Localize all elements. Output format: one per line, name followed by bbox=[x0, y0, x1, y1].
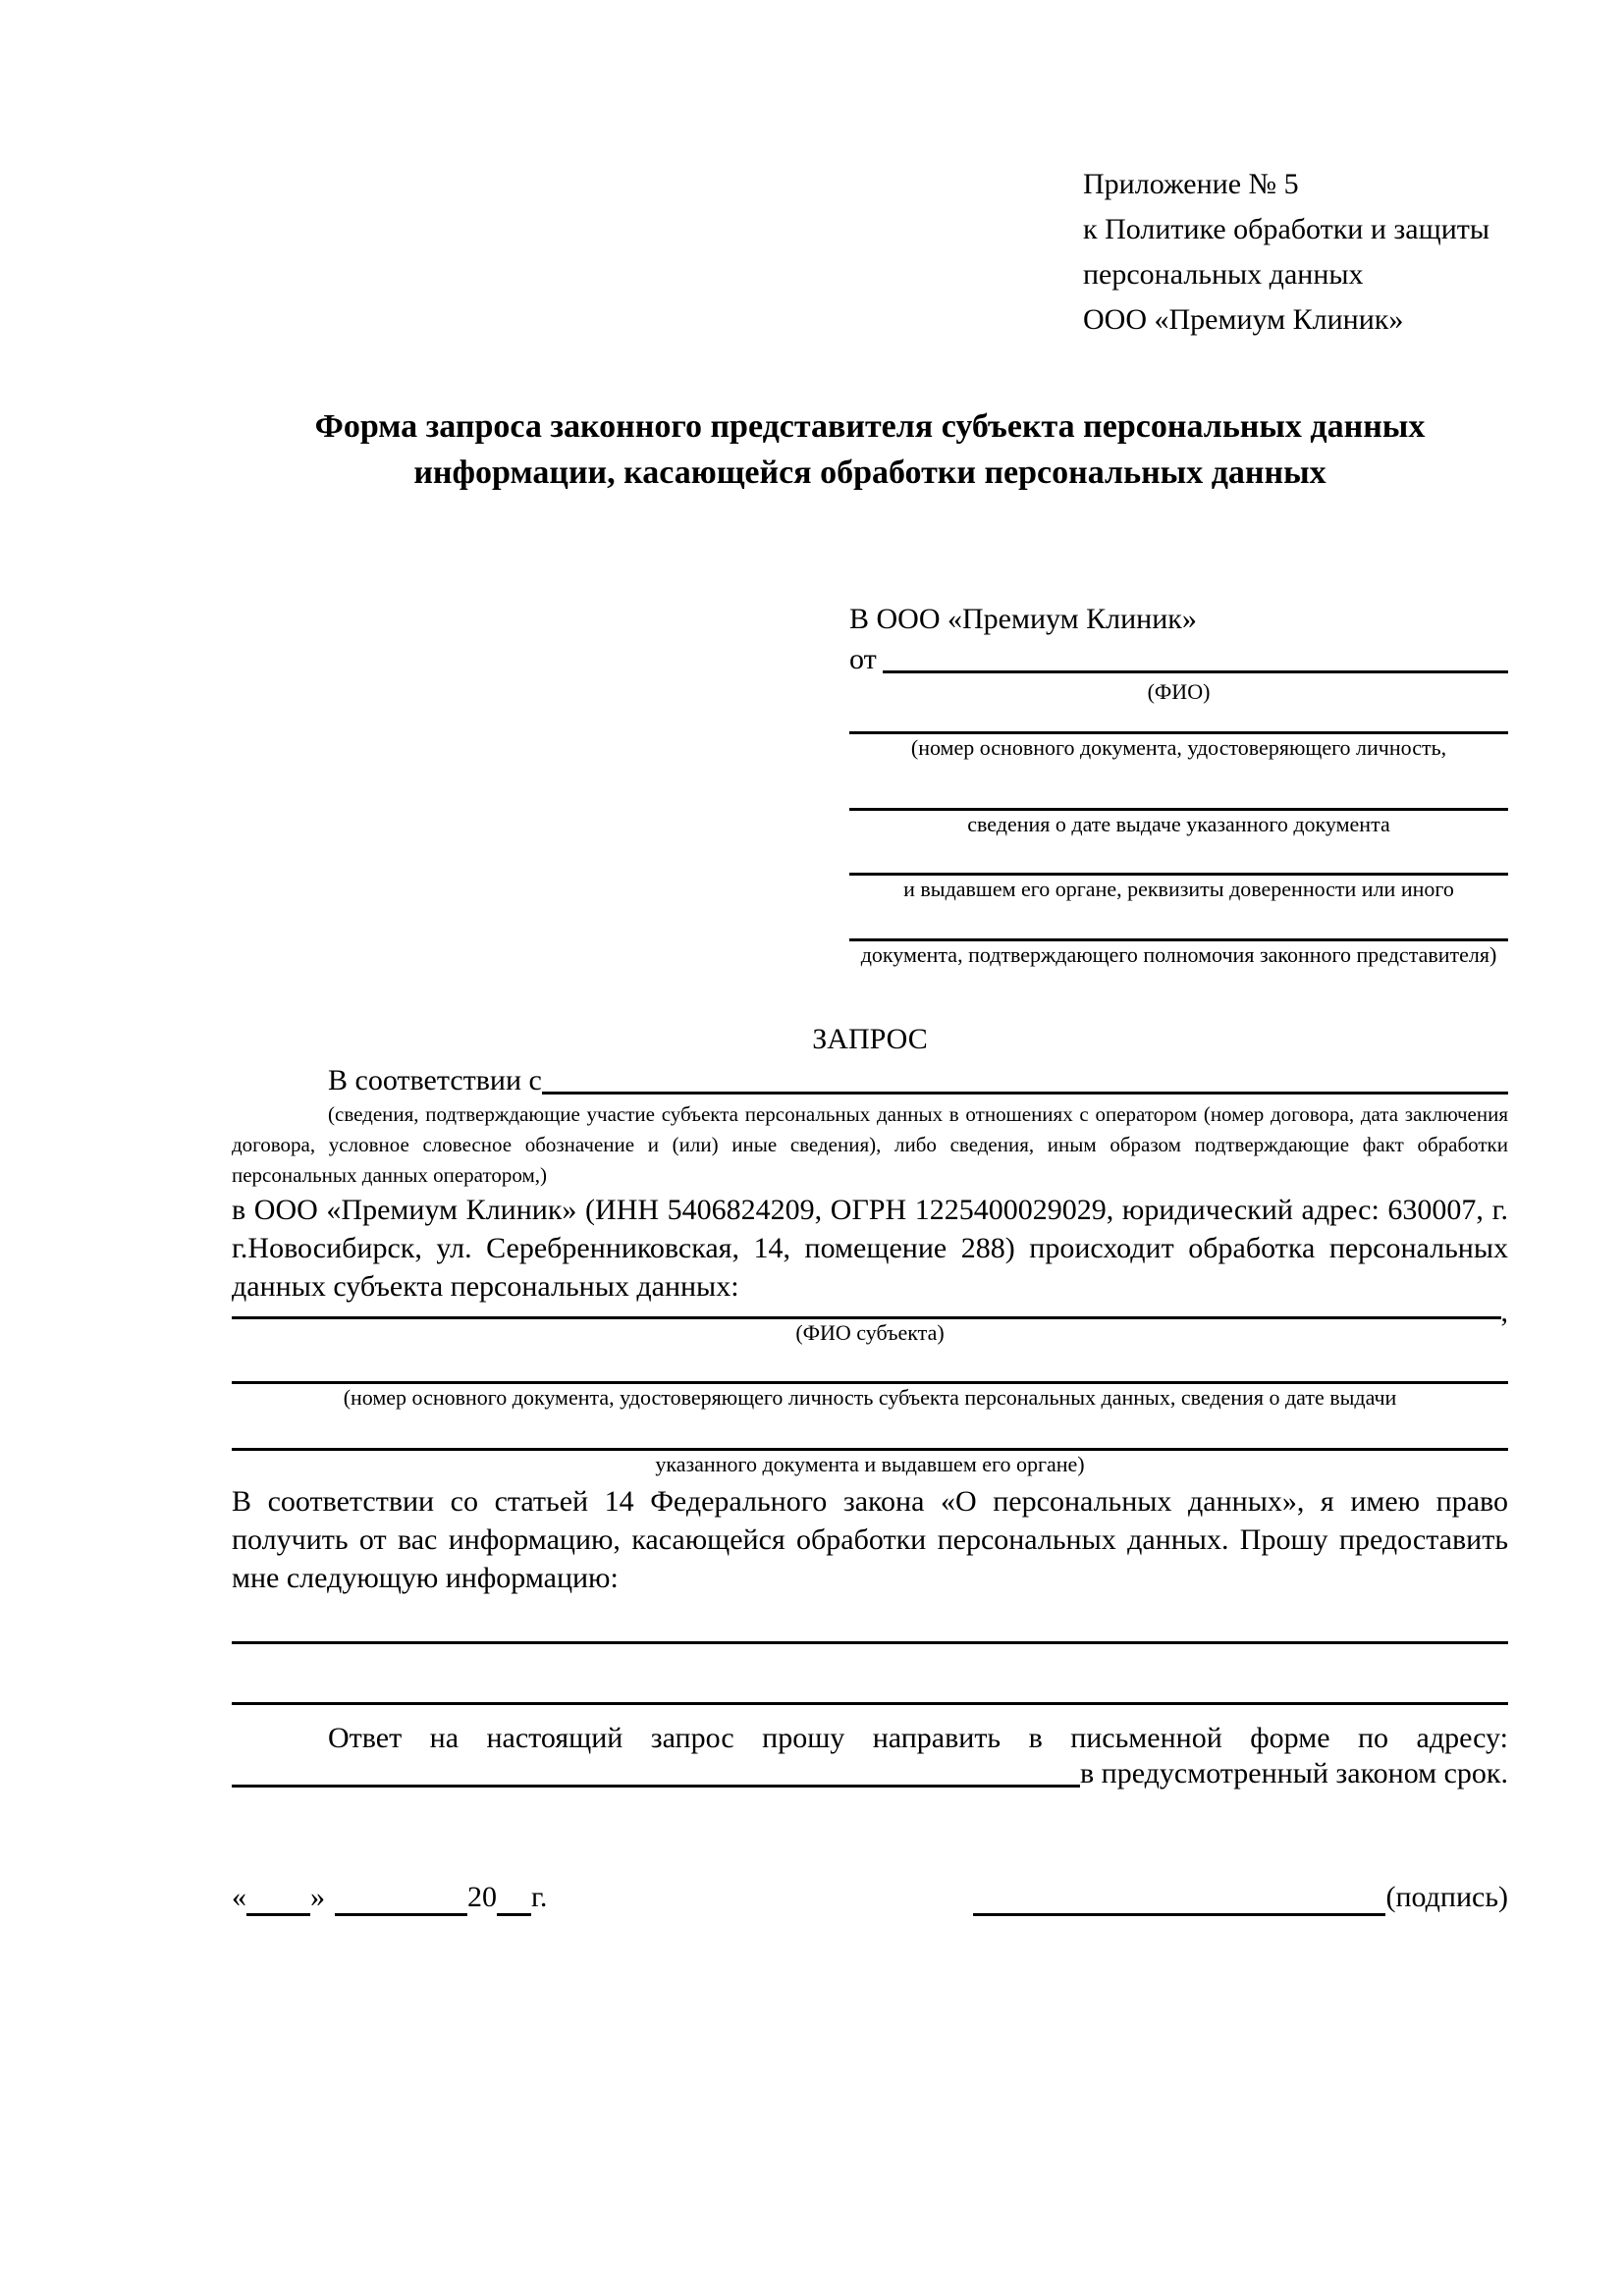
request-heading: ЗАПРОС bbox=[812, 1023, 928, 1055]
signature-field bbox=[973, 1878, 1508, 1916]
subject-fio-row bbox=[232, 1296, 1508, 1328]
appendix-line: Приложение № 5 bbox=[1083, 168, 1299, 200]
representative-doc-blank-line bbox=[849, 762, 1508, 811]
year-blank-line bbox=[497, 1913, 531, 1916]
from-blank-line bbox=[883, 670, 1508, 673]
representative-doc-blank-line bbox=[849, 903, 1508, 941]
trailing-comma: , bbox=[1500, 1296, 1508, 1328]
information-blank-line bbox=[232, 1597, 1508, 1644]
document-title-line: Форма запроса законного представителя субъекта персональных данных bbox=[314, 408, 1426, 445]
date-open-quote: « bbox=[232, 1881, 246, 1913]
signature-row bbox=[232, 1879, 1508, 1916]
reply-paragraph: Ответ на настоящий запрос прошу направить в письменной форме по адресу: bbox=[328, 1722, 1508, 1754]
year-suffix: г. bbox=[531, 1881, 548, 1913]
subject-fio-caption: (ФИО субъекта) bbox=[795, 1320, 945, 1345]
from-row bbox=[849, 639, 1508, 678]
document-title bbox=[232, 403, 1508, 496]
reply-address-row bbox=[232, 1757, 1508, 1792]
appendix-line: к Политике обработки и защиты bbox=[1083, 213, 1490, 245]
from-label: от bbox=[849, 643, 877, 675]
representative-doc-caption: сведения о дате выдаче указанного документа bbox=[967, 812, 1390, 836]
year-prefix: 20 bbox=[467, 1881, 497, 1913]
document-title-line: информации, касающейся обработки персональных данных bbox=[413, 454, 1326, 491]
representative-doc-blank-line bbox=[849, 838, 1508, 876]
day-blank-line bbox=[246, 1913, 310, 1916]
accordance-caption: (сведения, подтверждающие участие субъекта персональных данных в отношениях с оператором (номер договора, дата заключения договора, условное словесное обозначение и (или) иные сведения), либо сведения, иным образом подтверждающие факт обработки персональных данных оператором,) bbox=[232, 1102, 1508, 1187]
date-close-quote: » bbox=[310, 1881, 325, 1913]
appendix-line: персональных данных bbox=[1083, 258, 1364, 291]
subject-doc-blank-line bbox=[232, 1347, 1508, 1384]
representative-doc-caption: (номер основного документа, удостоверяющего личность, bbox=[910, 735, 1447, 760]
appendix-line: ООО «Премиум Клиник» bbox=[1083, 303, 1404, 336]
recipient-to: В ООО «Премиум Клиник» bbox=[849, 603, 1197, 635]
recipient-block bbox=[849, 600, 1508, 969]
representative-doc-caption: документа, подтверждающего полномочия законного представителя) bbox=[860, 942, 1497, 967]
accordance-label: В соответствии с bbox=[328, 1064, 542, 1096]
accordance-row bbox=[232, 1062, 1508, 1099]
fio-caption: (ФИО) bbox=[1147, 679, 1211, 704]
subject-fio-blank-line bbox=[232, 1306, 1501, 1319]
date-field bbox=[232, 1878, 547, 1916]
information-blank-line bbox=[232, 1644, 1508, 1705]
law-paragraph: В соответствии со статьей 14 Федерального закона «О персональных данных», я имею право получить от вас информацию, касающейся обработки персональных данных. Прошу предоставить мне следующую информацию: bbox=[232, 1485, 1508, 1594]
accordance-blank-line bbox=[542, 1092, 1508, 1095]
operator-paragraph: в ООО «Премиум Клиник» (ИНН 5406824209, ОГРН 1225400029029, юридический адрес: 630007, г. г.Новосибирск, ул. Серебренниковская, 14, помещение 288) происходит обработка персональных данных субъекта персональных данных: bbox=[232, 1194, 1508, 1303]
signature-caption: (подпись) bbox=[1385, 1881, 1508, 1913]
subject-doc-blank-line bbox=[232, 1412, 1508, 1451]
representative-doc-blank-line bbox=[849, 706, 1508, 734]
representative-doc-caption: и выдавшем его органе, реквизиты доверенности или иного bbox=[903, 877, 1454, 901]
address-blank-line bbox=[232, 1785, 1080, 1788]
subject-doc-caption: указанного документа и выдавшем его органе) bbox=[655, 1452, 1085, 1476]
subject-doc-caption: (номер основного документа, удостоверяющего личность субъекта персональных данных, сведения о дате выдачи bbox=[343, 1385, 1397, 1410]
reply-tail: в предусмотренный законом срок. bbox=[1080, 1757, 1508, 1789]
month-blank-line bbox=[335, 1913, 467, 1916]
signature-blank-line bbox=[973, 1913, 1385, 1916]
appendix-block bbox=[1083, 162, 1508, 343]
